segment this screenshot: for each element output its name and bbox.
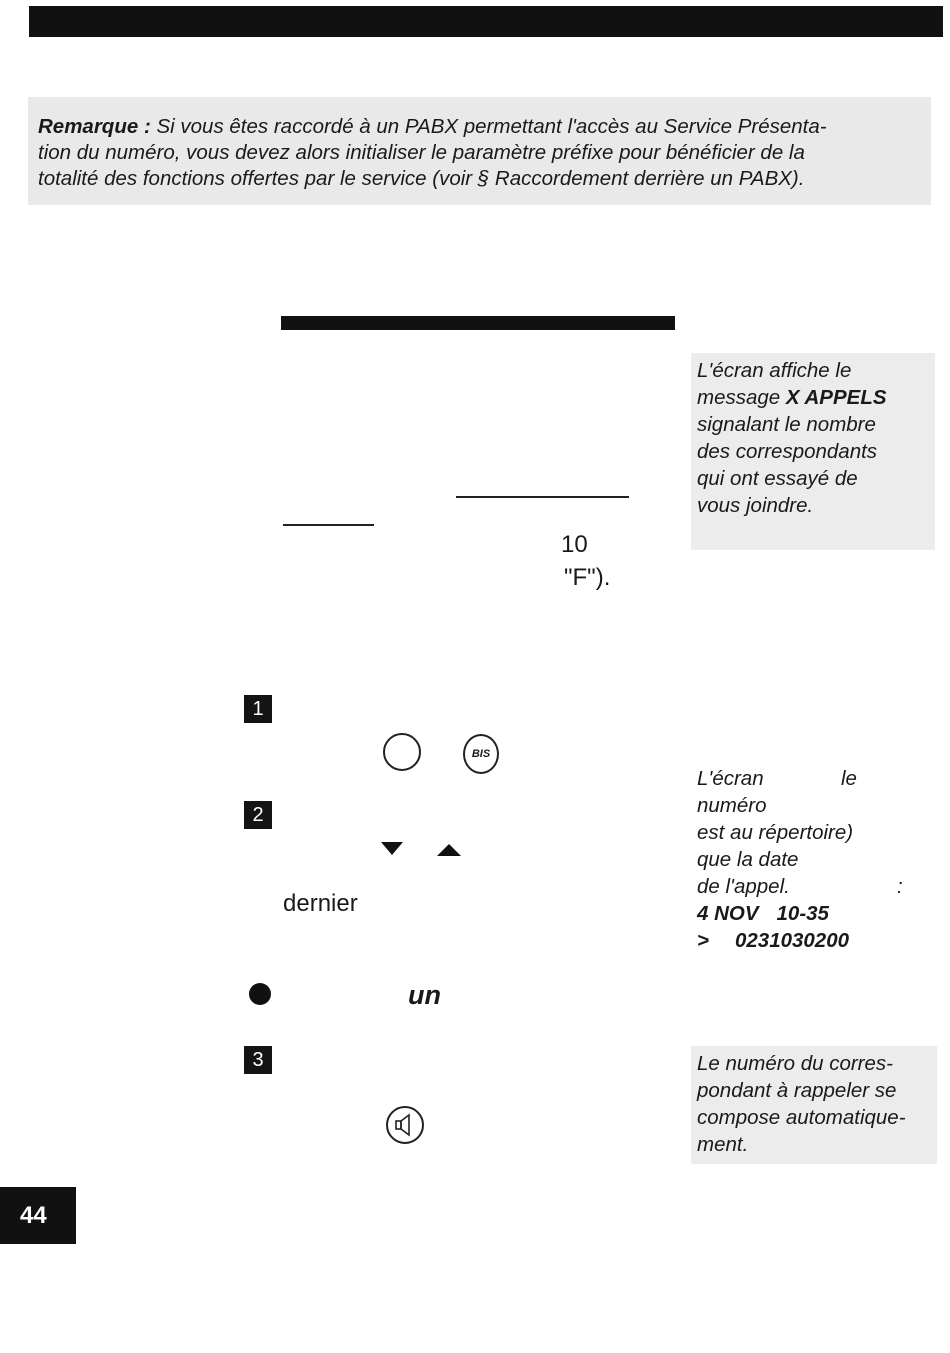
text-fragment-f: "F").: [564, 564, 611, 591]
note2-line1-b: le: [841, 767, 857, 790]
note2-line2: numéro: [697, 794, 767, 817]
step-number-3: 3: [244, 1046, 272, 1074]
note2-line5-b: :: [897, 875, 903, 898]
note1-line6: vous joindre.: [697, 494, 814, 517]
note2-line5-a: de l'appel.: [697, 875, 790, 898]
step-number-1: 1: [244, 695, 272, 723]
section-title-bar: [281, 316, 675, 330]
note1-line3: signalant le nombre: [697, 413, 876, 436]
note3-line3: compose automatique-: [697, 1106, 906, 1129]
note2-line1-a: L'écran: [697, 767, 764, 790]
side-note-caller-info: [691, 761, 921, 961]
side-note-auto-dial: [691, 1046, 937, 1164]
arrow-up-icon: [437, 844, 461, 856]
note2-phone-number: 0231030200: [734, 929, 849, 952]
note2-time: 10-35: [776, 902, 829, 925]
remark-text-line1: Si vous êtes raccordé à un PABX permettant l'accès au Service Présenta-: [150, 115, 827, 138]
note3-line1: Le numéro du corres-: [697, 1052, 893, 1075]
underline-rule-1: [456, 496, 629, 498]
note2-line3: est au répertoire): [697, 821, 854, 844]
bullet-icon: [249, 983, 271, 1005]
note1-line5: qui ont essayé de: [697, 467, 858, 490]
note1-line2-bold: X APPELS: [785, 386, 887, 409]
note2-date: 4 NOV: [697, 902, 759, 925]
step-number-2: 2: [244, 801, 272, 829]
note2-line4: que la date: [697, 848, 799, 871]
note1-line1: L'écran affiche le: [697, 359, 852, 382]
side-note-missed-calls: [691, 353, 935, 550]
text-fragment-dernier: dernier: [283, 890, 358, 917]
arrow-down-icon: [381, 842, 403, 856]
bis-key-icon: BIS: [463, 734, 499, 774]
remark-text-line2: tion du numéro, vous devez alors initialiser le paramètre préfixe pour bénéficier de la: [38, 141, 805, 164]
remark-label: Remarque :: [38, 115, 151, 138]
text-fragment-ten: 10: [561, 531, 588, 558]
note1-line4: des correspondants: [697, 440, 878, 463]
text-fragment-un: un: [408, 980, 441, 1010]
underline-rule-2: [283, 524, 374, 526]
remark-text-line3: totalité des fonctions offertes par le service (voir § Raccordement derrière un PABX).: [38, 167, 805, 190]
remark-box: [28, 97, 931, 205]
note2-arrow: >: [697, 929, 709, 952]
note1-line2-prefix: message: [697, 386, 786, 409]
header-bar: [29, 6, 943, 37]
note3-line2: pondant à rappeler se: [697, 1079, 897, 1102]
note3-line4: ment.: [697, 1133, 749, 1156]
circle-key-icon: [383, 733, 421, 771]
speaker-key-icon: [385, 1105, 425, 1145]
page-number: 44: [0, 1187, 76, 1244]
